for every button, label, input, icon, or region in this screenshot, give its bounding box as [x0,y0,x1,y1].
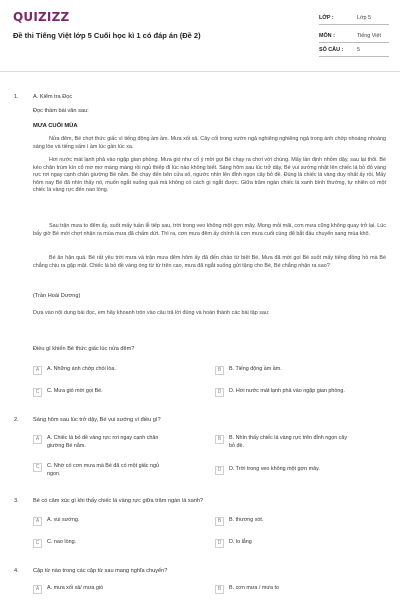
question-text: Điều gì khiến Bé thức giấc lúc nửa đêm? [33,346,135,352]
answer-option[interactable] [33,366,203,381]
option-letter-box[interactable]: C [33,388,42,397]
section-title: A. Kiểm tra Đọc [33,94,73,100]
option-text: A. mưa xối xả/ mưa gió [47,585,104,591]
option-text: A. Những ánh chớp chói lòa. [47,366,116,372]
question-number: 2. [14,417,19,423]
document-title: Đề thi Tiếng Việt lớp 5 Cuối học kì 1 có đáp án (Đề 2) [13,31,201,40]
answer-option[interactable] [215,435,395,450]
meta-key: MÔN : [319,33,335,39]
option-letter-box[interactable]: B [215,585,224,594]
header-divider [0,71,400,72]
meta-value: Lớp 5 [357,15,372,21]
reading-paragraph: Nửa đêm, Bé chợt thức giấc vì tiếng động ầm ầm. Mưa xối xả. Cây cối trong vườn ngả nghiêng nghiêng ngả trong ánh chớp nhoáng nhoáng sáng lòe và tiếng sấm ì ầm lúc gần lúc xa. [33,136,386,150]
option-letter-box[interactable]: B [215,435,224,444]
answer-option[interactable] [215,539,395,554]
option-text: B. Nhìn thấy chiếc lá vàng rực trên đỉnh ngọn cây bỏ đề. [229,435,348,449]
reading-paragraph: Sau trận mưa to đêm ấy, suốt mấy tuần lễ tiếp sau, trời trong veo không một gợn mây. Mong mỏi mãi, cơn mưa cũng không quay trở lại. Lúc bấy giờ Bé mới chợt nhận ra mùa mưa đã chấm dứt. Thì ra, cơn mưa đêm ấy chính là cơn mưa cuối cùng để bắt đầu chuyển sang mùa khô. [33,223,386,237]
option-text: C. nao lòng. [47,539,77,545]
answer-option[interactable] [33,463,203,478]
option-letter-box[interactable]: C [33,539,42,548]
option-text: C. Mưa gió mời gọi Bé. [47,388,103,394]
question-text: Bé có cảm xúc gì khi thấy chiếc lá vàng rực giữa trăm ngàn lá xanh? [33,498,204,504]
reading-paragraph: Bé ân hận quá. Bé rất yêu trời mưa và trận mưa đêm hôm ấy đã đến chào từ biệt Bé. Mưa đã mời gọi Bé suốt mấy tiếng đồng hồ mà Bé chẳng chịu ra gặp mặt. Chiếc lá bỏ đề vàng óng từ từ trên cao, mưa đã ngắt xuống gửi tặng cho Bé, Bé chẳng nhận ra sao? [33,255,386,269]
question-text: Sáng hôm sau lúc trở dậy, Bé vui sướng vì điều gì? [33,417,161,423]
meta-value: Tiếng Việt [357,33,381,39]
option-letter-box[interactable]: D [215,388,224,397]
answer-option[interactable] [215,585,395,600]
reading-instruction: Đọc thầm bài văn sau: [33,108,89,114]
answer-option[interactable] [215,366,395,381]
option-letter-box[interactable]: D [215,466,224,475]
answer-option[interactable] [215,388,395,403]
option-letter-box[interactable]: A [33,585,42,594]
question-number: 1. [14,94,19,100]
option-text: D. Trời trong veo không một gợn mây. [229,466,320,472]
reading-paragraph: Hơi nước mát lạnh phả vào ngập gian phòng. Mưa gió như cố ý mời gọi Bé chạy ra chơi với chúng. Mấy lần định nhỏm dậy, sau lại thôi. Bé kéo chăn trùm kín cổ mơ mơ màng màng rồi ngủ thiếp đi lúc nào không biết. Sáng hôm sau lúc trở dậy, Bé vui sướng nhặt lên chiếc lá bỏ đỏ vàng rực rơi ngay cạnh chân giường Bé nằm. Bé chạy đến bên cửa sổ, ngước nhìn lên đỉnh ngọn cây bỏ đề. Đúng là chiếc lá vàng duy nhất ấy rồi. Mấy hôm nay Bé đã nhìn thấy nó, muốn ngắt xuống quá mà không có cách gì ngắt được. Giữa trăm ngàn chiếc lá xanh bình thường, tự nhiên có một chiếc lá vàng rực đến nao lòng. [33,157,386,194]
question-text: Cặp từ nào trong các cặp từ sau mang nghĩa chuyển? [33,568,168,574]
answer-option[interactable] [33,539,203,554]
meta-divider [319,56,389,57]
answer-option[interactable] [215,466,395,481]
option-text: C. Nhờ có cơn mưa mà Bé đã có một giấc ngủ ngon. [47,463,159,477]
question-number: 4. [14,568,19,574]
task-instruction: Dựa vào nội dung bài đọc, em hãy khoanh tròn vào câu trả lời đúng và hoàn thành các bài tập sau: [33,310,270,316]
option-text: B. Tiếng động ầm ầm. [229,366,282,372]
option-text: D. lo lắng [229,539,252,545]
meta-key: SỐ CÂU : [319,47,344,53]
quizizz-logo: QUIZIZZ [13,10,70,24]
answer-option[interactable] [33,388,203,403]
option-letter-box[interactable]: B [215,366,224,375]
answer-option[interactable] [33,585,203,600]
reading-title: MƯA CUỐI MÙA [33,123,78,129]
option-text: A. Chiếc lá bỏ đề vàng rực rơi ngay cạnh chân giường Bé nằm. [47,435,159,449]
page-header [0,0,400,70]
option-letter-box[interactable]: C [33,463,42,472]
option-letter-box[interactable]: B [215,517,224,526]
option-letter-box[interactable]: D [215,539,224,548]
meta-value: 5 [357,47,360,53]
option-letter-box[interactable]: A [33,435,42,444]
option-text: D. Hơi nước mát lạnh phả vào ngập gian phòng. [229,388,345,394]
option-text: B. thương xót. [229,517,264,523]
option-text: B. cơn mưa / mưa to [229,585,279,591]
answer-option[interactable] [33,435,203,450]
meta-key: LỚP : [319,15,334,21]
option-letter-box[interactable]: A [33,517,42,526]
answer-option[interactable] [33,517,203,532]
answer-option[interactable] [215,517,395,532]
reading-author: (Trần Hoài Dương) [33,293,81,299]
question-number: 3. [14,498,19,504]
option-text: A. vui sướng. [47,517,80,523]
option-letter-box[interactable]: A [33,366,42,375]
meta-divider [319,24,389,25]
meta-divider [319,42,389,43]
